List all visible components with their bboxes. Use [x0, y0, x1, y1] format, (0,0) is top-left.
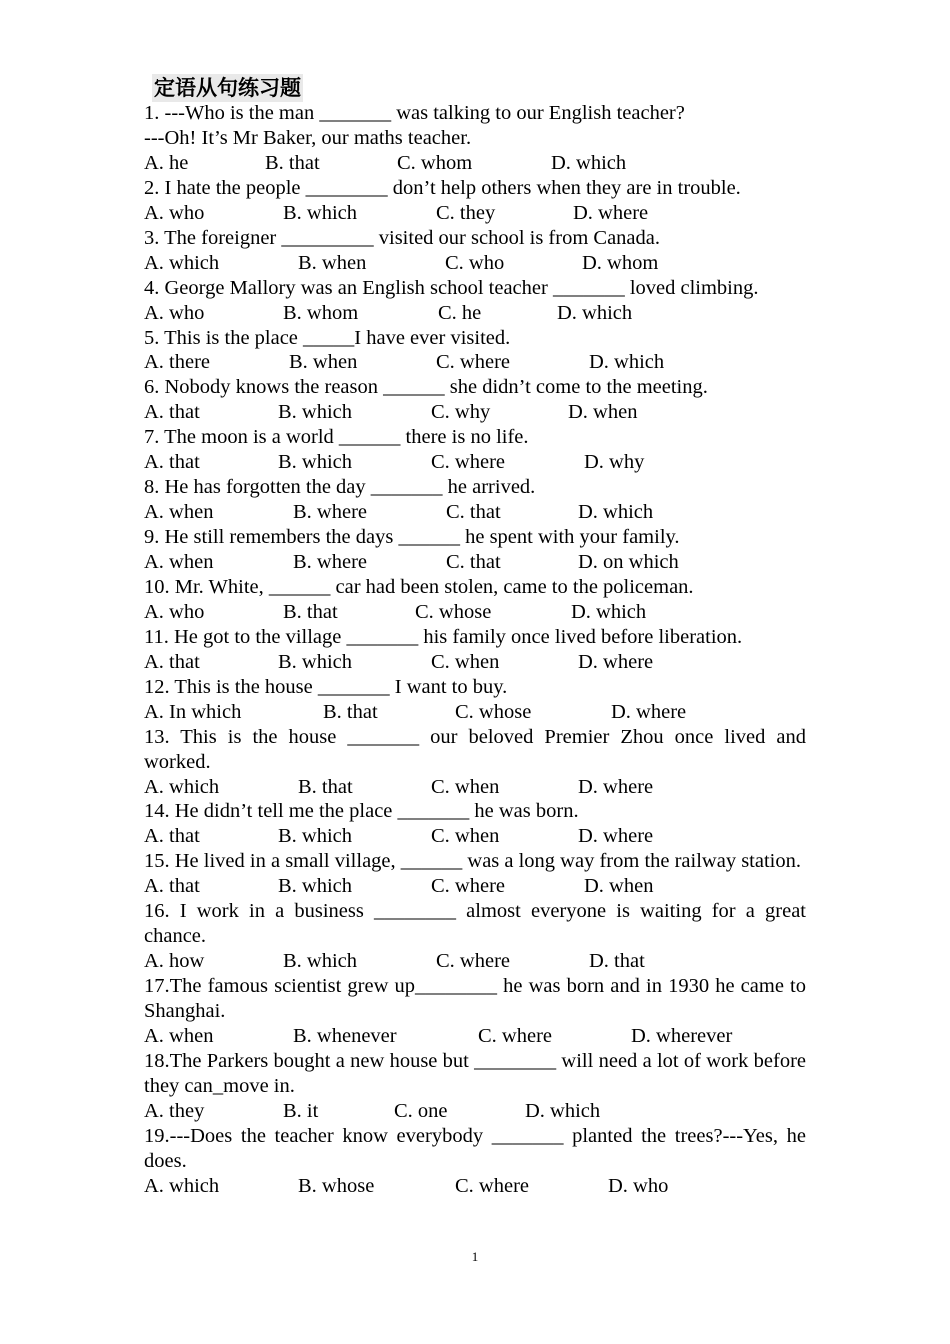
question-item — [144, 475, 806, 525]
answer-option[interactable]: D. which — [571, 600, 647, 623]
answer-option[interactable]: D. where — [573, 201, 649, 224]
answer-option[interactable]: C. they — [436, 201, 496, 224]
answer-options — [144, 824, 806, 849]
answer-option[interactable]: C. where — [431, 875, 506, 898]
question-item — [144, 375, 806, 425]
question-text: 16. I work in a business ________ almost everyone is waiting for a great chance. — [144, 900, 806, 948]
answer-options — [144, 700, 806, 725]
question-item — [144, 974, 806, 1049]
question-item — [144, 899, 806, 974]
answer-option[interactable]: D. which — [557, 301, 633, 324]
answer-option[interactable]: A. that — [144, 650, 200, 673]
answer-option[interactable]: A. he — [144, 151, 189, 174]
answer-option[interactable]: C. whom — [397, 151, 473, 174]
question-item — [144, 799, 806, 849]
question-item — [144, 425, 806, 475]
answer-option[interactable]: A. when — [144, 551, 214, 574]
answer-option[interactable]: B. when — [289, 351, 358, 374]
question-item — [144, 226, 806, 276]
answer-option[interactable]: C. where — [436, 351, 511, 374]
answer-option[interactable]: B. whom — [283, 301, 359, 324]
answer-option[interactable]: A. there — [144, 351, 211, 374]
answer-option[interactable]: D. whom — [582, 251, 659, 274]
answer-option[interactable]: A. when — [144, 1025, 214, 1048]
answer-option[interactable]: B. that — [283, 600, 338, 623]
answer-option[interactable]: B. which — [278, 401, 353, 424]
answer-option[interactable]: D. why — [584, 451, 645, 474]
question-item — [144, 725, 806, 800]
answer-option[interactable]: B. that — [323, 700, 378, 723]
answer-option[interactable]: D. which — [551, 151, 627, 174]
answer-option[interactable]: C. where — [455, 1174, 530, 1197]
answer-option[interactable]: D. on which — [578, 551, 679, 574]
answer-option[interactable]: B. which — [278, 451, 353, 474]
answer-option[interactable]: A. that — [144, 451, 200, 474]
answer-option[interactable]: C. that — [446, 551, 501, 574]
answer-options — [144, 874, 806, 899]
answer-option[interactable]: C. one — [394, 1099, 448, 1122]
answer-option[interactable]: A. who — [144, 301, 205, 324]
answer-option[interactable]: B. where — [293, 551, 368, 574]
answer-option[interactable]: A. which — [144, 251, 220, 274]
answer-option[interactable]: C. when — [431, 650, 500, 673]
answer-option[interactable]: D. when — [584, 875, 654, 898]
question-item — [144, 625, 806, 675]
answer-option[interactable]: B. that — [265, 151, 320, 174]
answer-option[interactable]: C. where — [431, 451, 506, 474]
question-item — [144, 176, 806, 226]
answer-options — [144, 251, 806, 276]
answer-options — [144, 550, 806, 575]
answer-option[interactable]: A. which — [144, 1174, 220, 1197]
answer-option[interactable]: A. how — [144, 950, 205, 973]
answer-option[interactable]: D. which — [589, 351, 665, 374]
answer-options — [144, 949, 806, 974]
answer-option[interactable]: C. who — [445, 251, 505, 274]
answer-option[interactable]: B. it — [283, 1099, 319, 1122]
question-text: 13. This is the house _______ our beloved Premier Zhou once lived and worked. — [144, 725, 806, 773]
question-item — [144, 101, 806, 176]
answer-option[interactable]: A. that — [144, 825, 200, 848]
answer-option[interactable]: C. whose — [415, 600, 492, 623]
question-list — [144, 101, 806, 1199]
question-text: 7. The moon is a world ______ there is no life. — [144, 426, 529, 449]
answer-option[interactable]: B. which — [278, 650, 353, 673]
question-item — [144, 1124, 806, 1199]
question-text: 1. ---Who is the man _______ was talking to our English teacher? — [144, 102, 685, 124]
answer-option[interactable]: C. where — [436, 950, 511, 973]
answer-options — [144, 775, 806, 800]
answer-option[interactable]: D. which — [525, 1099, 601, 1122]
question-item — [144, 326, 806, 376]
answer-option[interactable]: D. who — [608, 1174, 669, 1197]
question-item — [144, 675, 806, 725]
answer-option[interactable]: A. that — [144, 875, 200, 898]
page-number: 1 — [471, 1249, 479, 1264]
question-text: 8. He has forgotten the day _______ he arrived. — [144, 476, 536, 499]
answer-option[interactable]: A. they — [144, 1099, 205, 1122]
answer-options — [144, 1174, 806, 1199]
question-item — [144, 849, 806, 899]
question-text: 3. The foreigner _________ visited our school is from Canada. — [144, 226, 661, 249]
answer-option[interactable]: D. which — [578, 501, 654, 524]
answer-option[interactable]: D. where — [578, 775, 654, 798]
answer-options — [144, 301, 806, 326]
question-text: 17.The famous scientist grew up________ he was born and in 1930 he came to Shanghai. — [144, 975, 806, 1023]
answer-option[interactable]: C. why — [431, 401, 491, 424]
question-text: 6. Nobody knows the reason ______ she didn’t come to the meeting. — [144, 376, 708, 399]
page-title: 定语从句练习题 — [154, 76, 301, 100]
question-text: 15. He lived in a small village, ______ was a long way from the railway station. — [144, 850, 801, 873]
answer-options — [144, 201, 806, 226]
answer-option[interactable]: D. where — [578, 825, 654, 848]
answer-option[interactable]: B. whose — [298, 1174, 375, 1197]
answer-option[interactable]: C. he — [438, 301, 482, 324]
answer-option[interactable]: A. who — [144, 600, 205, 623]
answer-option[interactable]: B. whenever — [293, 1025, 397, 1048]
question-item — [144, 575, 806, 625]
question-item — [144, 1049, 806, 1124]
answer-option[interactable]: A. In which — [144, 700, 242, 723]
question-text: 14. He didn’t tell me the place _______ he was born. — [144, 800, 579, 823]
answer-option[interactable]: A. which — [144, 775, 220, 798]
answer-options — [144, 1099, 806, 1124]
question-text: 11. He got to the village _______ his family once lived before liberation. — [144, 625, 743, 648]
answer-option[interactable]: B. which — [278, 875, 353, 898]
answer-options — [144, 350, 806, 375]
question-text: 12. This is the house _______ I want to buy. — [144, 675, 508, 698]
question-text: ---Oh! It’s Mr Baker, our maths teacher. — [144, 126, 472, 149]
answer-option[interactable]: D. wherever — [631, 1025, 733, 1048]
answer-option[interactable]: D. where — [611, 700, 687, 723]
answer-options — [144, 650, 806, 675]
answer-option[interactable]: B. where — [293, 501, 368, 524]
answer-option[interactable]: A. when — [144, 501, 214, 524]
question-item — [144, 525, 806, 575]
question-text: 5. This is the place _____I have ever visited. — [144, 326, 511, 349]
question-text: 9. He still remembers the days ______ he spent with your family. — [144, 526, 680, 549]
answer-option[interactable]: D. that — [589, 950, 645, 973]
answer-option[interactable]: B. which — [283, 950, 358, 973]
question-text: 2. I hate the people ________ don’t help others when they are in trouble. — [144, 176, 741, 199]
question-text: 18.The Parkers bought a new house but ________ will need a lot of work before they can_move in. — [144, 1049, 806, 1097]
answer-options — [144, 450, 806, 475]
answer-option[interactable]: D. where — [578, 650, 654, 673]
answer-options — [144, 1024, 806, 1049]
question-text: 19.---Does the teacher know everybody _______ planted the trees?---Yes, he does. — [144, 1124, 806, 1172]
question-text: 10. Mr. White, ______ car had been stolen, came to the policeman. — [144, 575, 694, 598]
answer-option[interactable]: B. which — [283, 201, 358, 224]
answer-option[interactable]: C. when — [431, 825, 500, 848]
answer-option[interactable]: C. when — [431, 775, 500, 798]
answer-options — [144, 400, 806, 425]
answer-option[interactable]: C. that — [446, 501, 501, 524]
question-item — [144, 276, 806, 326]
answer-option[interactable]: C. whose — [455, 700, 532, 723]
answer-options — [144, 500, 806, 525]
answer-option[interactable]: B. which — [278, 825, 353, 848]
question-text: 4. George Mallory was an English school teacher _______ loved climbing. — [144, 276, 759, 299]
answer-options — [144, 600, 806, 625]
answer-option[interactable]: B. that — [298, 775, 353, 798]
answer-option[interactable]: A. that — [144, 401, 200, 424]
answer-option[interactable]: C. where — [478, 1025, 553, 1048]
answer-options — [144, 151, 806, 176]
answer-option[interactable]: B. when — [298, 251, 367, 274]
answer-option[interactable]: D. when — [568, 401, 638, 424]
answer-option[interactable]: A. who — [144, 201, 205, 224]
